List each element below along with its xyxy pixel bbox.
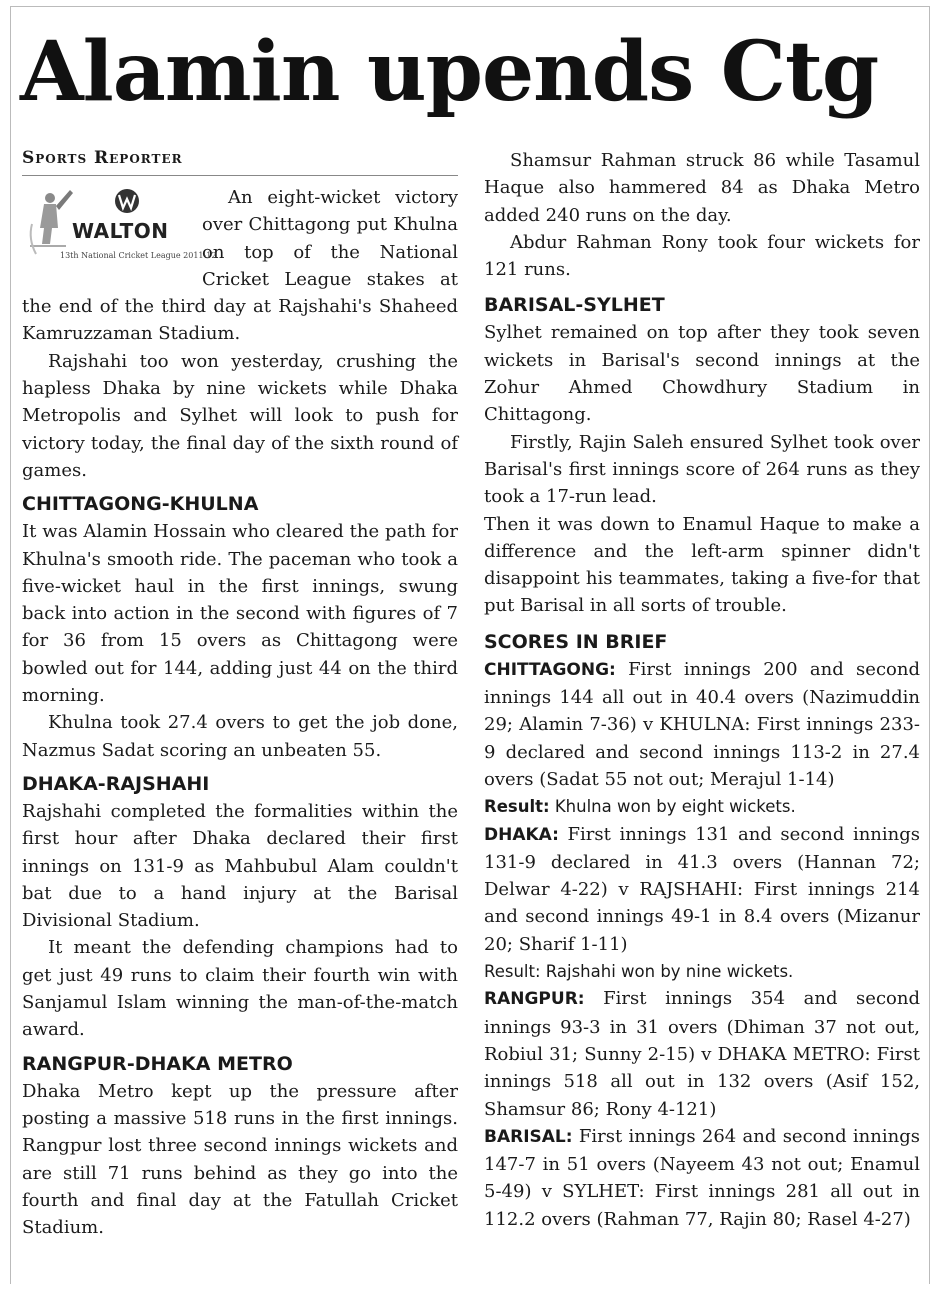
section-heading-scores-in-brief: SCORES IN BRIEF: [484, 630, 668, 653]
result-line-2: Result: Rajshahi won by nine wickets.: [484, 962, 794, 982]
logo-brand: WALTON: [72, 219, 169, 243]
barisal-sylhet-paragraph-3: Then it was down to Enamul Haque to make a difference and the left-arm spinner didn't disappoint his teammates, taking a five-for that put Barisal in all sorts of trouble.: [484, 513, 920, 617]
headline: Alamin upends Ctg: [20, 24, 879, 120]
score-entry-rangpur: [484, 985, 920, 1122]
score-team-dhaka: DHAKA:: [484, 824, 559, 845]
intro-paragraph-1: An eight-wicket victory over Chittagong put Khulna on top of the National Cricket League stakes at the end of the third day at Rajshahi's Shaheed Kamruzzaman Stadium.: [22, 187, 458, 345]
score-text-barisal: First innings 264 and second innings 147-7 in 51 overs (Nayeem 43 not out; Enamul 5-49) v SYLHET: First innings 281 all out in 112.2 overs (Rahman 77, Rajin 80; Rasel 4-27): [484, 1125, 920, 1230]
intro-paragraph-2: Rajshahi too won yesterday, crushing the hapless Dhaka by nine wickets while Dhaka Metropolis and Sylhet will look to push for victory today, the final day of the sixth round of games.: [22, 350, 458, 481]
result-label: Result:: [484, 797, 550, 817]
chittagong-khulna-paragraph-1: It was Alamin Hossain who cleared the path for Khulna's smooth ride. The paceman who took a five-wicket haul in the first innings, swung back into action in the second with figures of 7 for 36 from 15 overs as Chittagong were bowled out for 144, adding just 44 on the third morning.: [22, 521, 458, 707]
logo-subtitle: 13th National Cricket League 2011-12: [60, 251, 217, 260]
left-column: [22, 147, 458, 1241]
score-text-dhaka: First innings 131 and second innings 131-9 declared in 41.3 overs (Hannan 72; Delwar 4-22) v RAJSHAHI: First innings 214 and second innings 49-1 in 8.4 overs (Mizanur 20; Sharif 1-11): [484, 823, 920, 955]
right-column: [484, 147, 920, 1233]
score-team-barisal: BARISAL:: [484, 1126, 573, 1147]
barisal-sylhet-paragraph-2: Firstly, Rajin Saleh ensured Sylhet took over Barisal's first innings score of 264 runs as they took a 17-run lead.: [484, 431, 920, 508]
barisal-sylhet-paragraph-1: Sylhet remained on top after they took seven wickets in Barisal's second innings at the Zohur Ahmed Chowdhury Stadium in Chittagong.: [484, 322, 920, 426]
result-text-1: Khulna won by eight wickets.: [554, 797, 796, 817]
rangpur-dhaka-metro-paragraph-1: Dhaka Metro kept up the pressure after posting a massive 518 runs in the first innings. Rangpur lost three second innings wickets and are still 71 runs behind as they go into the fourth and final day at the Fatullah Cricket Stadium.: [22, 1080, 458, 1239]
section-heading-chittagong-khulna: CHITTAGONG-KHULNA: [22, 493, 259, 516]
score-team-chittagong: CHITTAGONG:: [484, 659, 616, 680]
score-entry-dhaka: [484, 821, 920, 958]
score-text-chittagong: First innings 200 and second innings 144 all out in 40.4 overs (Nazimuddin 29; Alamin 7-36) v KHULNA: First innings 233-9 declared and second innings 113-2 in 27.4 overs (Sadat 55 not out; Merajul 1-14): [484, 658, 920, 790]
section-heading-rangpur-dhaka-metro: RANGPUR-DHAKA METRO: [22, 1052, 293, 1075]
score-team-rangpur: RANGPUR:: [484, 989, 585, 1010]
continued-paragraph-2: Abdur Rahman Rony took four wickets for 121 runs.: [484, 231, 920, 281]
continued-paragraph-1: Shamsur Rahman struck 86 while Tasamul Haque also hammered 84 as Dhaka Metro added 240 runs on the day.: [484, 150, 920, 226]
dhaka-rajshahi-paragraph-2: It meant the defending champions had to get just 49 runs to claim their fourth win with Sanjamul Islam winning the man-of-the-match award.: [22, 937, 458, 1041]
section-heading-dhaka-rajshahi: DHAKA-RAJSHAHI: [22, 772, 210, 795]
dhaka-rajshahi-paragraph-1: Rajshahi completed the formalities within the first hour after Dhaka declared their first innings on 131-9 as Mahbubul Alam couldn't bat due to a hand injury at the Barisal Divisional Stadium.: [22, 800, 458, 932]
score-entry-chittagong: [484, 656, 920, 793]
section-heading-barisal-sylhet: BARISAL-SYLHET: [484, 294, 665, 317]
byline: Sports Reporter: [22, 147, 458, 176]
result-line-1: [484, 793, 920, 820]
score-text-rangpur: First innings 354 and second innings 93-3 in 31 overs (Dhiman 37 not out, Robiul 31; Sunny 2-15) v DHAKA METRO: First innings 518 all out in 132 overs (Asif 152, Shamsur 86; Rony 4-121): [484, 988, 920, 1120]
score-entry-barisal: [484, 1123, 920, 1233]
walton-logo: [22, 184, 217, 264]
chittagong-khulna-paragraph-2: Khulna took 27.4 overs to get the job done, Nazmus Sadat scoring an unbeaten 55.: [22, 712, 458, 761]
